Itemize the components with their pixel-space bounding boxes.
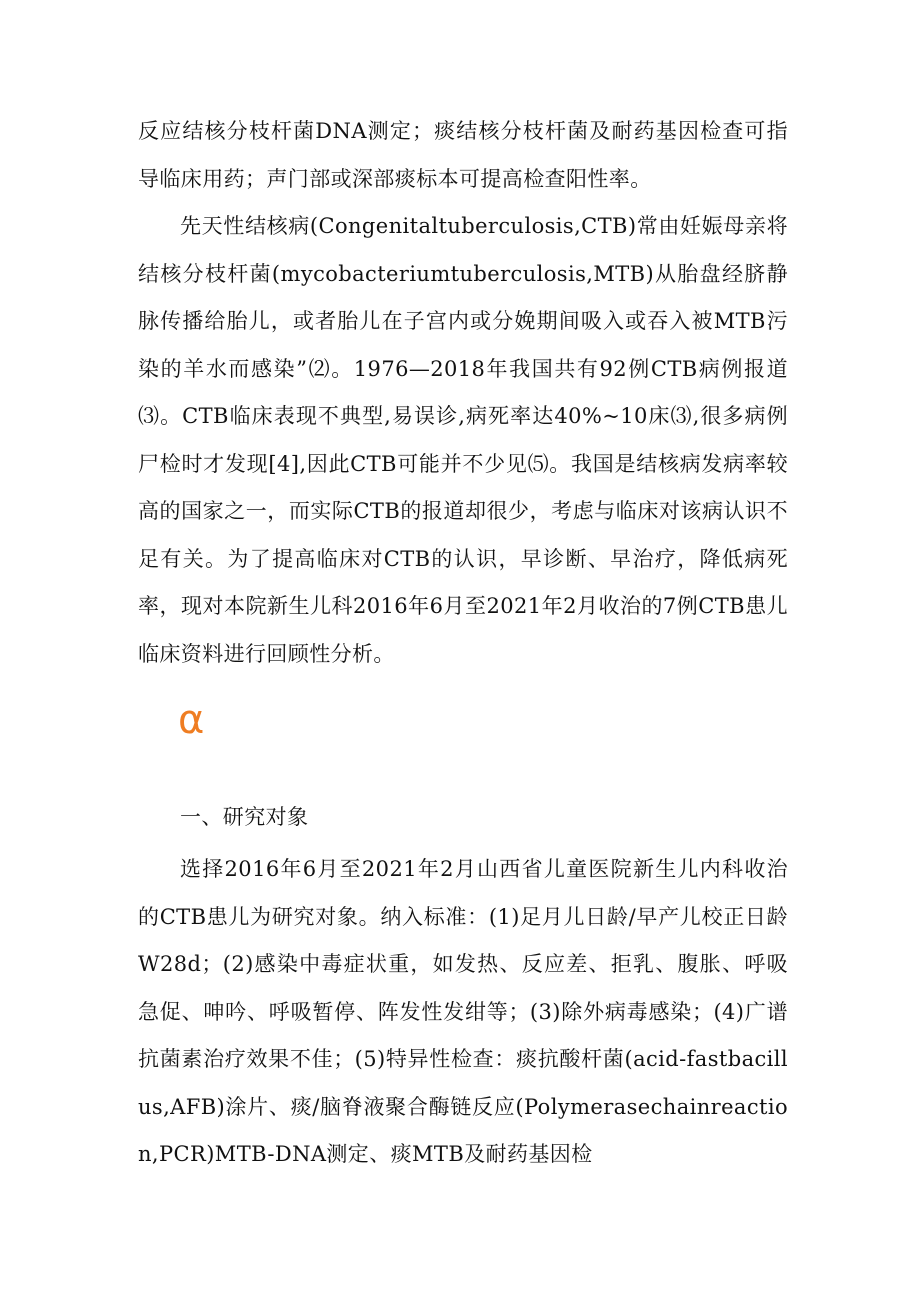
paragraph-continuation <box>138 108 788 203</box>
paragraph-study-subjects <box>138 846 788 1179</box>
paragraph-text: 反应结核分枝杆菌DNA测定；痰结核分枝杆菌及耐药基因检查可指导临床用药；声门部或深部痰标本可提高检查阳性率。 <box>138 119 788 191</box>
section-heading: 一、研究对象 <box>180 805 309 829</box>
paragraph-text: 先天性结核病(Congenitaltuberculosis,CTB)常由妊娠母亲将结核分枝杆菌(mycobacteriumtuberculosis,MTB)从胎盘经脐静脉传播给胎儿，或者胎儿在子宫内或分娩期间吸入或吞入被MTB污染的羊水而感染”⑵。1976—2018年我国共有92例CTB病例报道⑶。CTB临床表现不典型,易误诊,病死率达40%~10床⑶,很多病例尸检时才发现[4],因此CTB可能并不少见⑸。我国是结核病发病率较高的国家之一，而实际CTB的报道却很少，考虑与临床对该病认识不足有关。为了提高临床对CTB的认识，早诊断、早治疗，降低病死率，现对本院新生儿科2016年6月至2021年2月收治的7例CTB患儿临床资料进行回顾性分析。 <box>138 214 788 666</box>
alpha-symbol: α <box>178 697 205 743</box>
paragraph-introduction <box>138 203 788 678</box>
paragraph-text: 选择2016年6月至2021年2月山西省儿童医院新生儿内科收治的CTB患儿为研究对象。纳入标准：(1)足月儿日龄/早产儿校正日龄W28d；(2)感染中毒症状重，如发热、反应差、拒乳、腹胀、呼吸急促、呻吟、呼吸暂停、阵发性发绀等；(3)除外病毒感染；(4)广谱抗菌素治疗效果不佳；(5)特异性检查：痰抗酸杆菌(acid-fastbacillus,AFB)涂片、痰/脑脊液聚合酶链反应(Polymerasechainreaction,PCR)MTB-DNA测定、痰MTB及耐药基因检 <box>138 857 788 1166</box>
